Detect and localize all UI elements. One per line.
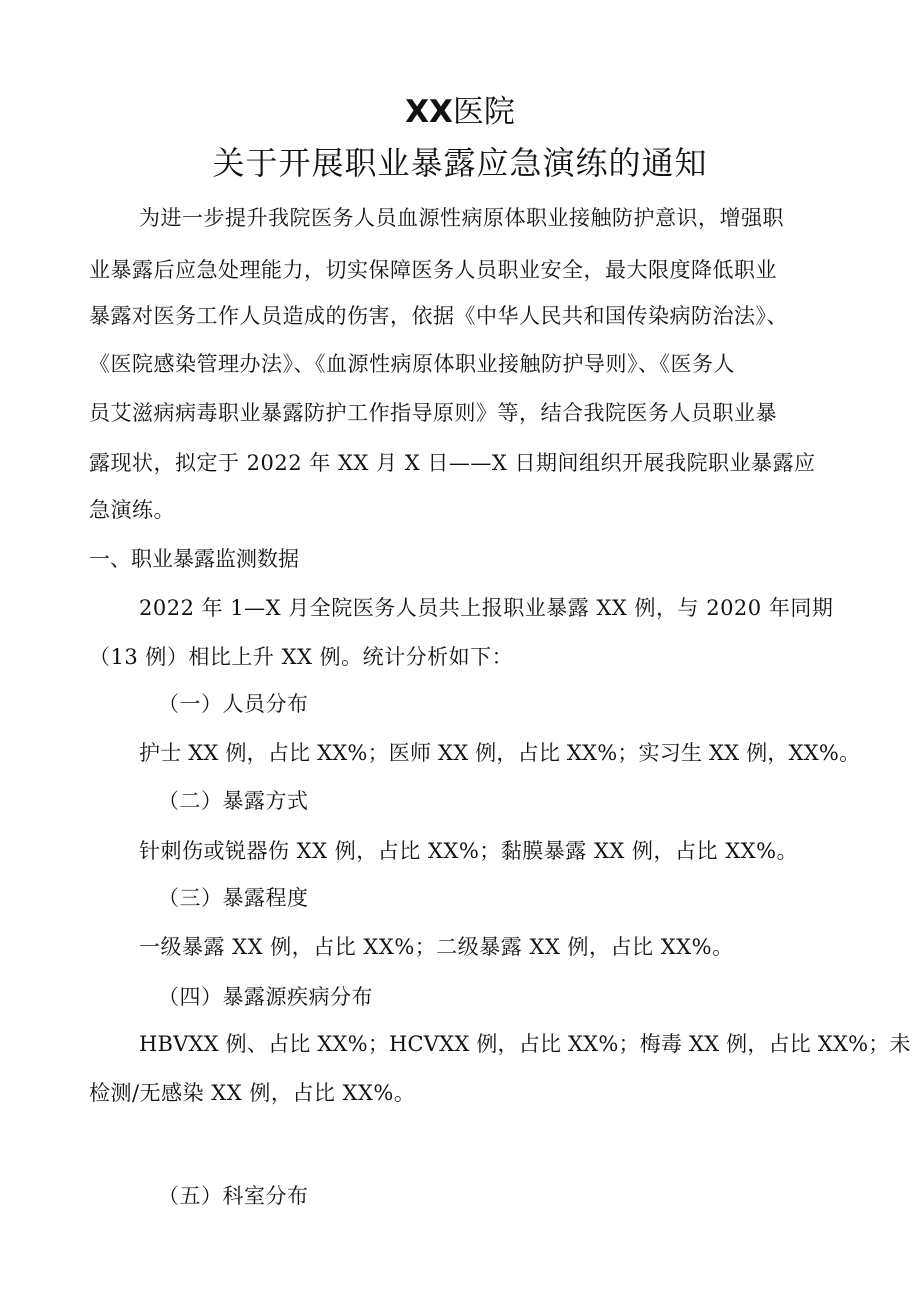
intro-line-4: 《医院感染管理办法》、《血源性病原体职业接触防护导则》、《医务人 [89, 352, 735, 376]
intro-line-7: 急演练。 [89, 498, 175, 522]
section1-line-2: （13 例）相比上升 XX 例。统计分析如下： [89, 645, 514, 669]
personnel-distribution-text: 护士 XX 例，占比 XX%；医师 XX 例，占比 XX%；实习生 XX 例，XX%。 [139, 741, 861, 765]
source-disease-line-2: 检测/无感染 XX 例，占比 XX%。 [89, 1081, 416, 1105]
source-disease-line-1: HBVXX 例、占比 XX%；HCVXX 例，占比 XX%；梅毒 XX 例，占比 XX%；未 [139, 1032, 911, 1056]
exposure-degree-text: 一级暴露 XX 例，占比 XX%；二级暴露 XX 例，占比 XX%。 [139, 935, 734, 959]
intro-line-1: 为进一步提升我院医务人员血源性病原体职业接触防护意识，增强职 [139, 206, 784, 230]
intro-line-3: 暴露对医务工作人员造成的伤害，依据《中华人民共和国传染病防治法》、 [89, 304, 788, 328]
subheading-personnel-distribution: （一）人员分布 [158, 692, 309, 716]
subheading-exposure-degree: （三）暴露程度 [158, 886, 309, 910]
notice-title: 关于开展职业暴露应急演练的通知 [212, 144, 708, 182]
hospital-title-name: 医院 [452, 94, 515, 130]
subheading-exposure-method: （二）暴露方式 [158, 789, 309, 813]
intro-line-2: 业暴露后应急处理能力，切实保障医务人员职业安全，最大限度降低职业 [89, 258, 777, 282]
hospital-title [0, 92, 920, 132]
section1-line-1: 2022 年 1—X 月全院医务人员共上报职业暴露 XX 例，与 2020 年同期 [139, 596, 834, 620]
section-heading-monitoring-data: 一、职业暴露监测数据 [89, 547, 299, 571]
hospital-title-xx: XX [405, 94, 453, 130]
intro-line-5: 员艾滋病病毒职业暴露防护工作指导原则》等，结合我院医务人员职业暴 [89, 401, 777, 425]
exposure-method-text: 针刺伤或锐器伤 XX 例，占比 XX%；黏膜暴露 XX 例，占比 XX%。 [139, 839, 799, 863]
intro-line-6: 露现状，拟定于 2022 年 XX 月 X 日——X 日期间组织开展我院职业暴露应 [89, 451, 816, 475]
subheading-department-distribution: （五）科室分布 [158, 1184, 309, 1208]
subheading-source-disease-distribution: （四）暴露源疾病分布 [158, 985, 373, 1009]
